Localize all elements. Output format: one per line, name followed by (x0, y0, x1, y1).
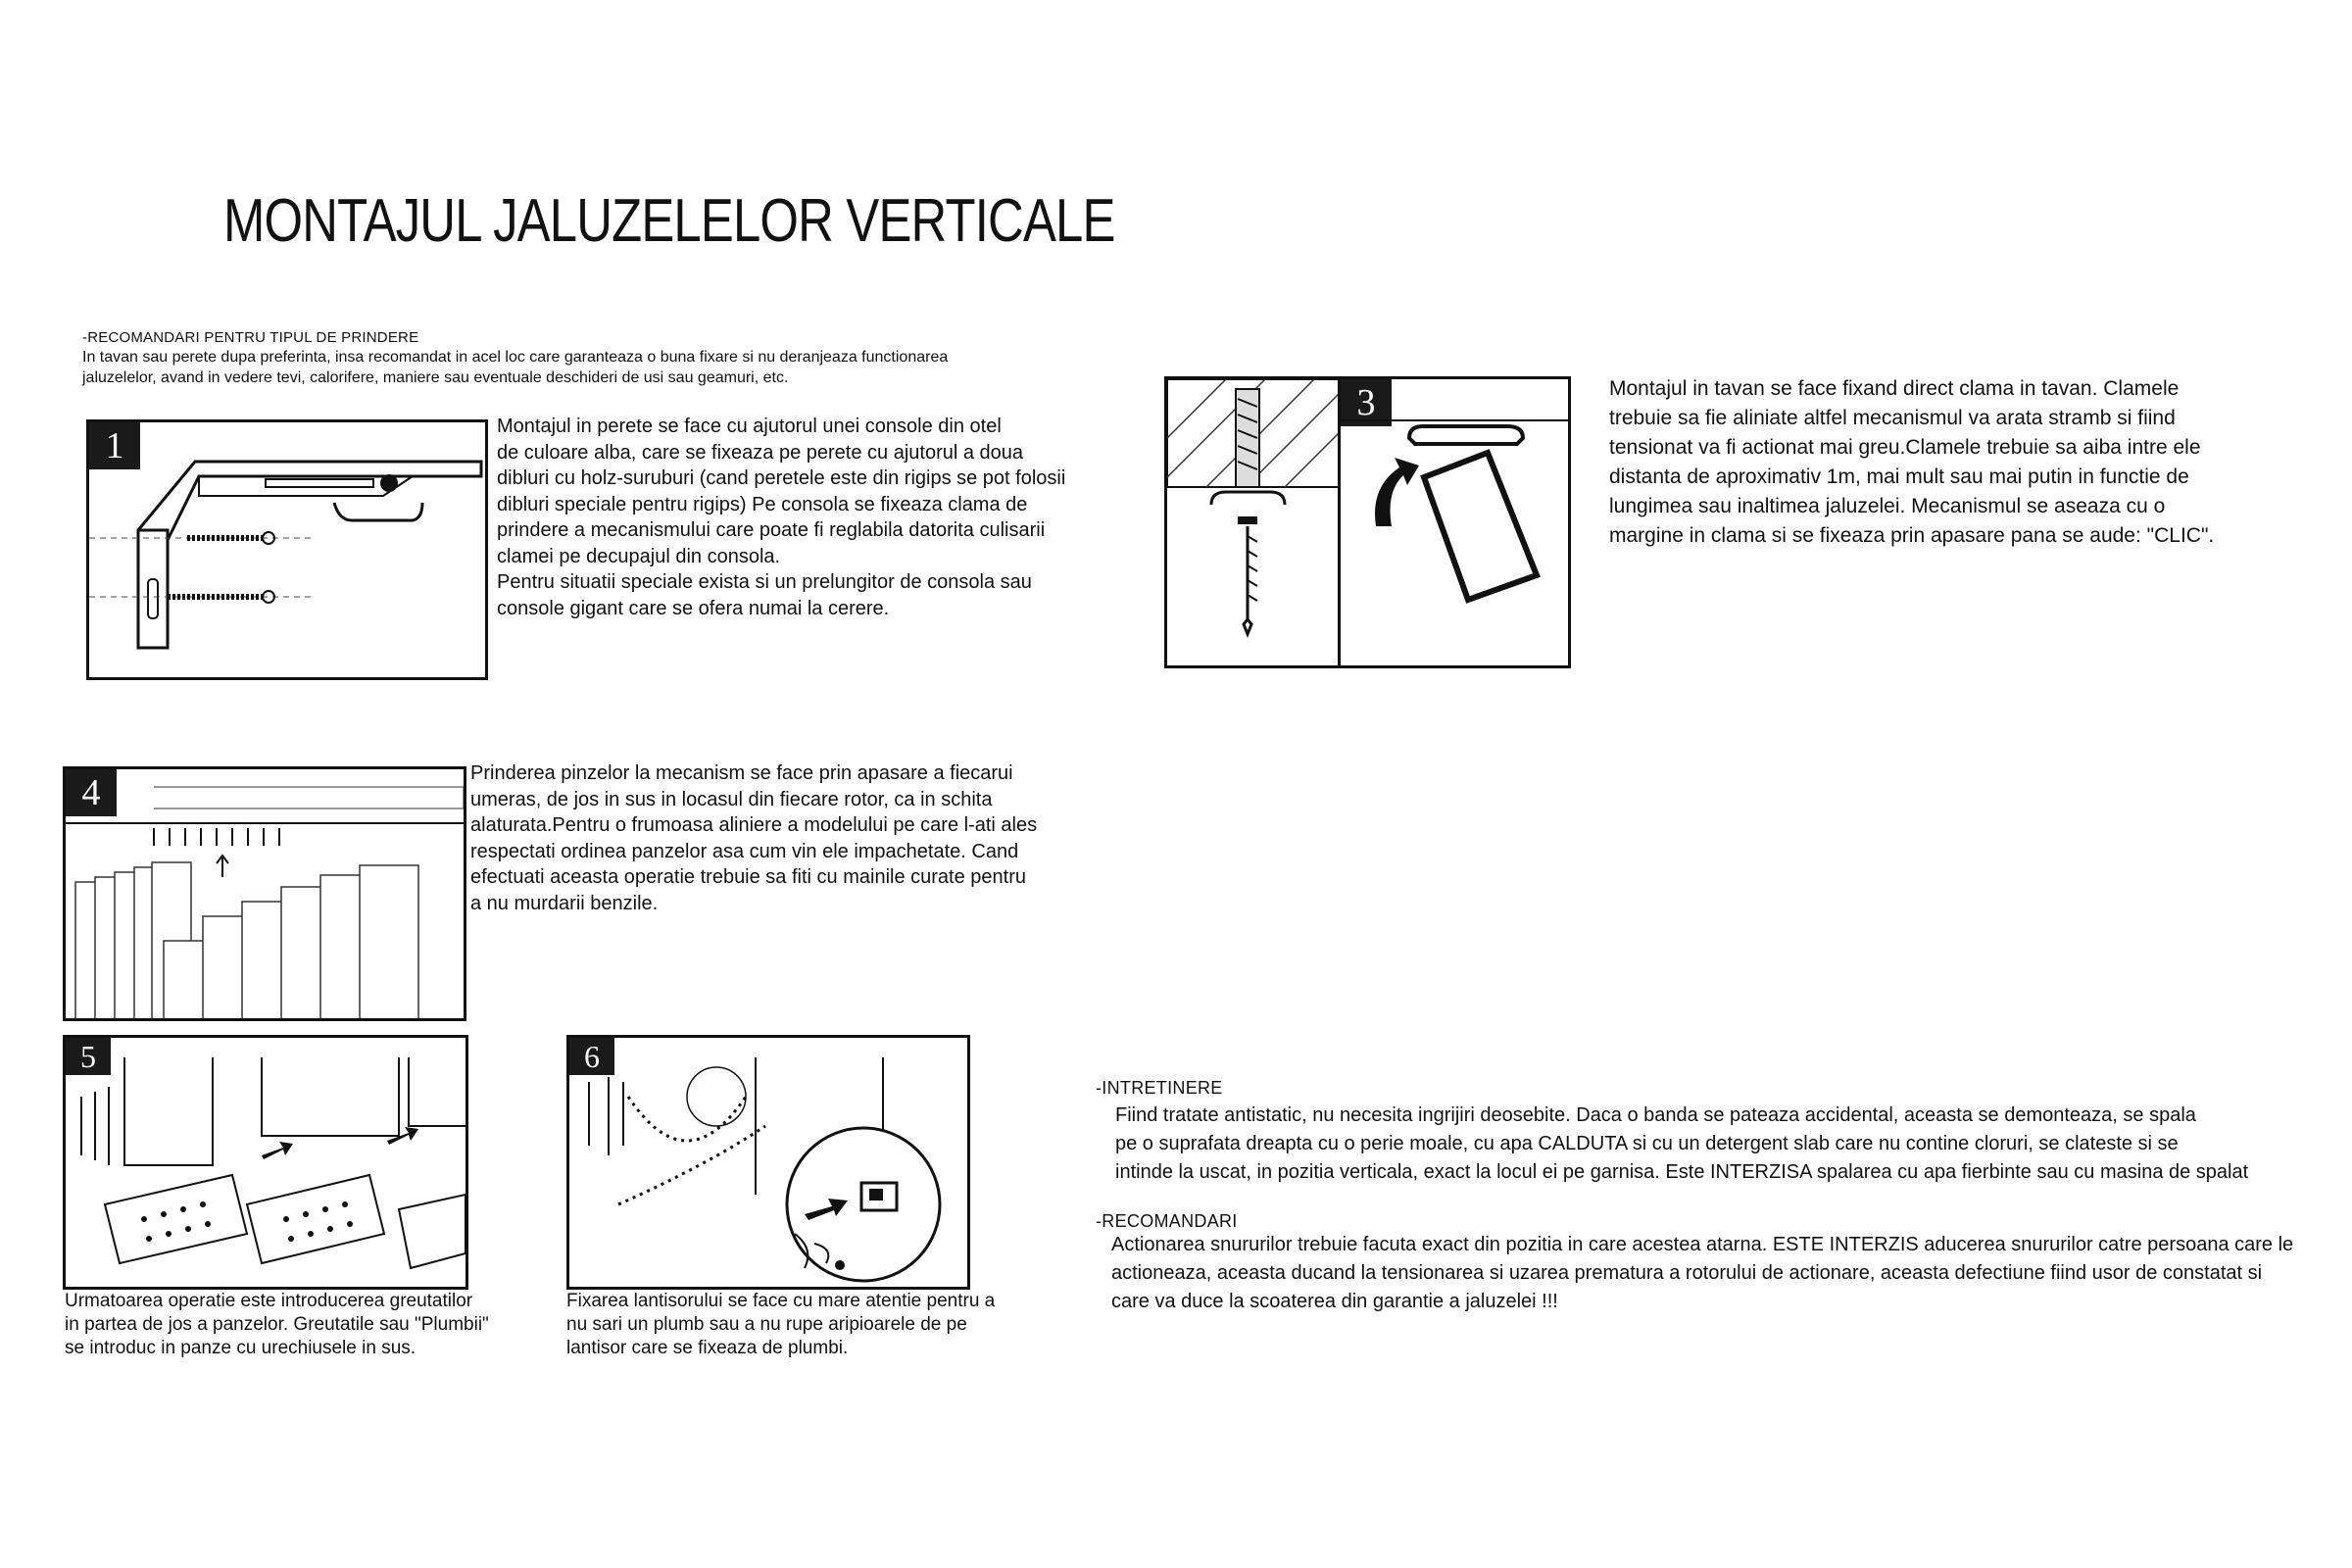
text-line: Fiind tratate antistatic, nu necesita ingrijiri deosebite. Daca o banda se pateaza accidental, aceasta se demonteaza, se spala (1115, 1104, 2196, 1126)
figure-weights (63, 1035, 468, 1290)
recommendations-text (1111, 1231, 2336, 1316)
maintenance-text (1115, 1102, 2330, 1187)
text-line: distanta de aproximativ 1m, mai mult sau mai putin in functie de (1609, 466, 2189, 488)
text-line: Prinderea pinzelor la mecanism se face prin apasare a fiecarui (470, 762, 1013, 784)
text-line: dibluri cu holz-suruburi (cand peretele este din rigips se pot folosii (497, 467, 1066, 489)
step-number: 5 (66, 1038, 111, 1075)
step-number: 1 (89, 422, 140, 469)
weights-description (65, 1290, 574, 1360)
figure-ceiling-anchor (1164, 376, 1347, 668)
chain-illustration (569, 1038, 967, 1287)
ceiling-anchor-illustration (1167, 379, 1344, 665)
text-line: prindere a mecanismului care poate fi reglabila datorita culisarii (497, 519, 1046, 541)
ceiling-clip-illustration (1341, 379, 1568, 665)
ceiling-mount-description (1609, 374, 2315, 551)
text-line: umeras, de jos in sus in locasul din fiecare rotor, ca in schita (470, 788, 993, 810)
page-title: MONTAJUL JALUZELELOR VERTICALE (223, 187, 1115, 255)
text-line: clamei pe decupajul din consola. (497, 545, 781, 567)
text-line: respectati ordinea panzelor asa cum vin ele impachetate. Cand (470, 840, 1019, 862)
text-line: pe o suprafata dreapta cu o perie moale, cu apa CALDUTA si cu un detergent slab care nu contine cloruri, se clateste si se (1115, 1133, 2179, 1154)
slat-attachment-illustration (66, 769, 464, 1018)
text-line: Montajul in perete se face cu ajutorul unei console din otel (497, 416, 1002, 437)
text-line: de culoare alba, care se fixeaza pe perete cu ajutorul a doua (497, 441, 1024, 464)
text-line: jaluzelelor, avand in vedere tevi, calorifere, maniere sau eventuale deschideri de usi sau geamuri, etc. (82, 369, 789, 386)
text-line: In tavan sau perete dupa preferinta, insa recomandat in acel loc care garanteaza o buna fixare si nu deranjeaza functionarea (82, 349, 949, 366)
text-line: intinde la uscat, in pozitia verticala, exact la locul ei pe garnisa. Este INTERZISA spalarea cu apa fierbinte sau cu masina de spalat (1115, 1161, 2249, 1183)
step-number: 3 (1341, 379, 1392, 426)
text-line: Montajul in tavan se face fixand direct clama in tavan. Clamele (1609, 377, 2180, 400)
text-line: Actionarea snururilor trebuie facuta exact din pozitia in care acestea atarna. ESTE INTERZIS aducerea snururilor catre persoana care le (1111, 1234, 2294, 1255)
text-line: Fixarea lantisorului se face cu mare atentie pentru a (566, 1291, 996, 1311)
text-line: nu sari un plumb sau a nu rupe aripioarele de pe (566, 1314, 967, 1335)
recommendations-heading: -RECOMANDARI (1096, 1211, 1238, 1231)
chain-description (566, 1290, 1076, 1360)
text-line: tensionat va fi actionat mai greu.Clamele trebuie sa aiba intre ele (1609, 436, 2201, 459)
text-line: console gigant care se ofera numai la cerere. (497, 597, 890, 619)
text-line: care va duce la scoaterea din garantie a jaluzelei !!! (1111, 1291, 1558, 1312)
step-number: 6 (569, 1038, 614, 1075)
slat-attachment-description (470, 760, 1117, 916)
text-line: alaturata.Pentru o frumoasa aliniere a modelului pe care l-ati ales (470, 814, 1038, 836)
text-line: in partea de jos a panzelor. Greutatile sau "Plumbii" (65, 1314, 489, 1335)
text-line: lantisor care se fixeaza de plumbi. (566, 1338, 849, 1358)
text-line: dibluri speciale pentru rigips) Pe consola se fixeaza clama de (497, 493, 1028, 515)
text-line: margine in clama si se fixeaza prin apasare pana se aude: "CLIC". (1609, 524, 2215, 547)
text-line: efectuati aceasta operatie trebuie sa fiti cu mainile curate pentru (470, 866, 1026, 888)
text-line: trebuie sa fie aliniate altfel mecanismul va arata stramb si fiind (1609, 407, 2176, 429)
figure-slat-attachment (63, 766, 466, 1021)
text-line: lungimea sau inaltimea jaluzelei. Mecanismul se aseaza cu o (1609, 495, 2166, 517)
text-line: a nu murdarii benzile. (470, 892, 659, 914)
weights-illustration (66, 1038, 466, 1287)
wall-mount-description (497, 414, 1124, 621)
mounting-recommendation-text (82, 347, 1102, 388)
step-number: 4 (66, 769, 117, 816)
figure-wall-bracket (86, 419, 488, 680)
maintenance-heading: -INTRETINERE (1096, 1078, 1223, 1098)
text-line: Pentru situatii speciale exista si un prelungitor de consola sau (497, 571, 1032, 593)
figure-chain (566, 1035, 970, 1290)
wall-bracket-illustration (89, 422, 485, 677)
mounting-recommendation-heading: -RECOMANDARI PENTRU TIPUL DE PRINDERE (82, 329, 419, 346)
text-line: Urmatoarea operatie este introducerea greutatilor (65, 1291, 473, 1311)
figure-ceiling-clip (1338, 376, 1571, 668)
text-line: se introduc in panze cu urechiusele in sus. (65, 1338, 416, 1358)
text-line: actioneaza, aceasta ducand la tensionarea si uzarea prematura a rotorului de actionare, aceasta defectiune fiind usor de constatat si (1111, 1262, 2263, 1284)
